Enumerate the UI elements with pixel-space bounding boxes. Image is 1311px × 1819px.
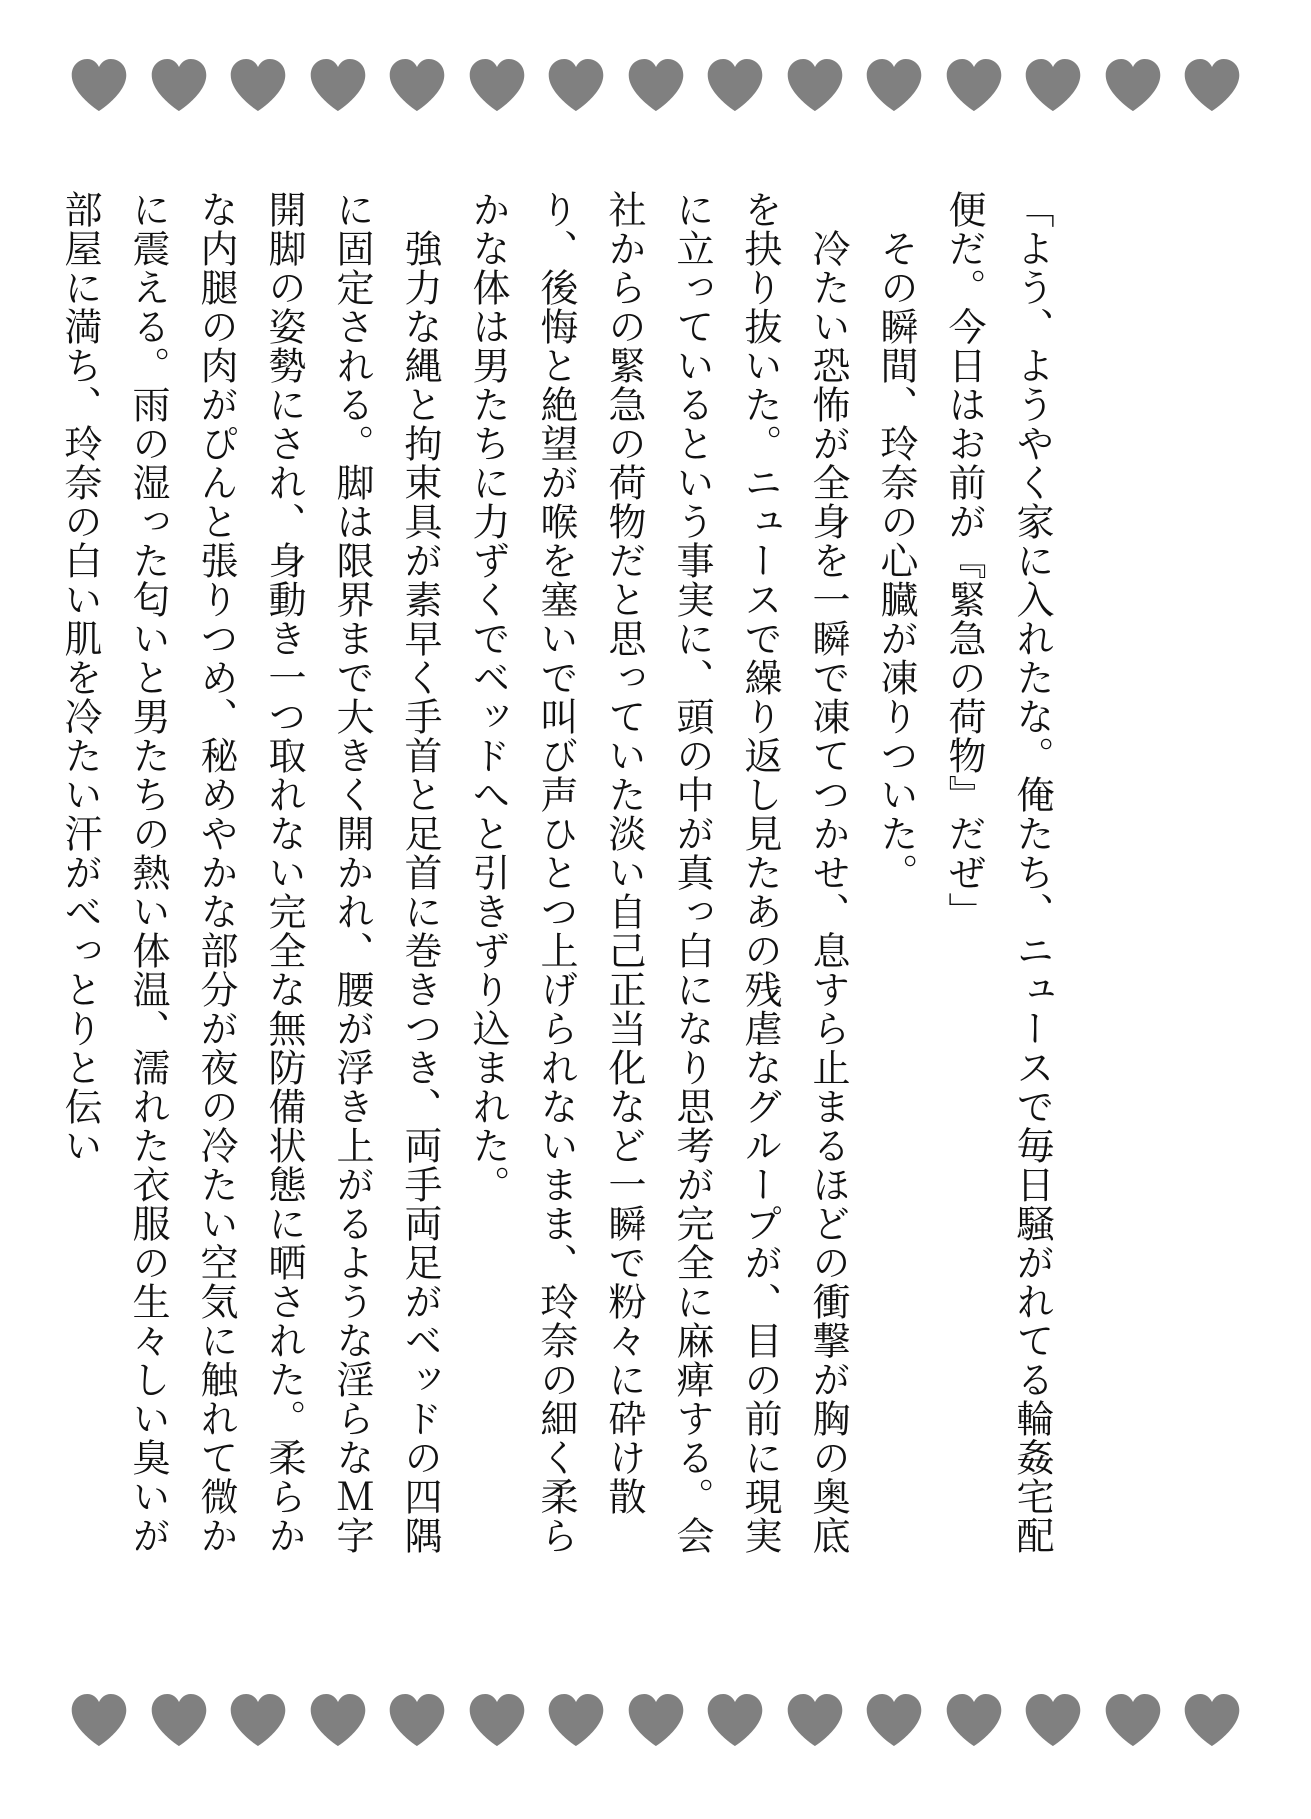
heart-icon — [1102, 1691, 1164, 1749]
heart-icon — [1102, 56, 1164, 114]
heart-icon — [784, 56, 846, 114]
vertical-text-body — [46, 190, 1066, 1570]
heart-icon — [1181, 56, 1243, 114]
paragraph-restraint: 強力な縄と拘束具が素早く手首と足首に巻きつき、両手両足がベッドの四隅に固定される。脚は限界まで大きく開かれ、腰が浮き上がるような淫らなＭ字開脚の姿勢にされ、身動き一つ取れない完全な無防備状態に晒された。柔らかな内腿の肉がぴんと張りつめ、秘めやかな部分が夜の冷たい空気に触れて微かに震える。雨の湿った匂いと男たちの熱い体温、濡れた衣服の生々しい臭いが部屋に満ち、玲奈の白い肌を冷たい汗がべっとりと伝い — [58, 190, 442, 1555]
heart-icon — [68, 1691, 130, 1749]
heart-icon — [227, 1691, 289, 1749]
heart-icon — [307, 56, 369, 114]
heart-icon — [625, 56, 687, 114]
heart-icon — [307, 1691, 369, 1749]
heart-icon — [386, 56, 448, 114]
heart-icon — [545, 56, 607, 114]
heart-icon — [148, 56, 210, 114]
heart-icon — [545, 1691, 607, 1749]
heart-icon — [466, 1691, 528, 1749]
heart-icon — [1022, 56, 1084, 114]
heart-icon — [1181, 1691, 1243, 1749]
heart-icon — [227, 56, 289, 114]
paragraph-moment: その瞬間、玲奈の心臓が凍りついた。 — [874, 190, 918, 892]
bottom-heart-border — [68, 1685, 1243, 1755]
heart-icon — [466, 56, 528, 114]
heart-icon — [784, 1691, 846, 1749]
paragraph-dialogue: 「よう、ようやく家に入れたな。俺たち、ニュースで毎日騒がれてる輪姦宅配便だ。今日はお前が『緊急の荷物』だぜ」 — [942, 190, 1054, 1555]
paragraph-fear: 冷たい恐怖が全身を一瞬で凍てつかせ、息すら止まるほどの衝撃が胸の奥底を抉り抜いた。ニュースで繰り返し見たあの残虐なグループが、目の前に現実に立っているという事実に、頭の中が真っ白になり思考が完全に麻痺する。会社からの緊急の荷物だと思っていた淡い自己正当化など一瞬で粉々に砕け散り、後悔と絶望が喉を塞いで叫び声ひとつ上げられないまま、玲奈の細く柔らかな体は男たちに力ずくでベッドへと引きずり込まれた。 — [466, 190, 850, 1555]
heart-icon — [1022, 1691, 1084, 1749]
heart-icon — [386, 1691, 448, 1749]
heart-icon — [943, 56, 1005, 114]
heart-icon — [704, 56, 766, 114]
heart-icon — [863, 56, 925, 114]
top-heart-border — [68, 50, 1243, 120]
heart-icon — [943, 1691, 1005, 1749]
heart-icon — [625, 1691, 687, 1749]
heart-icon — [863, 1691, 925, 1749]
heart-icon — [68, 56, 130, 114]
heart-icon — [704, 1691, 766, 1749]
heart-icon — [148, 1691, 210, 1749]
